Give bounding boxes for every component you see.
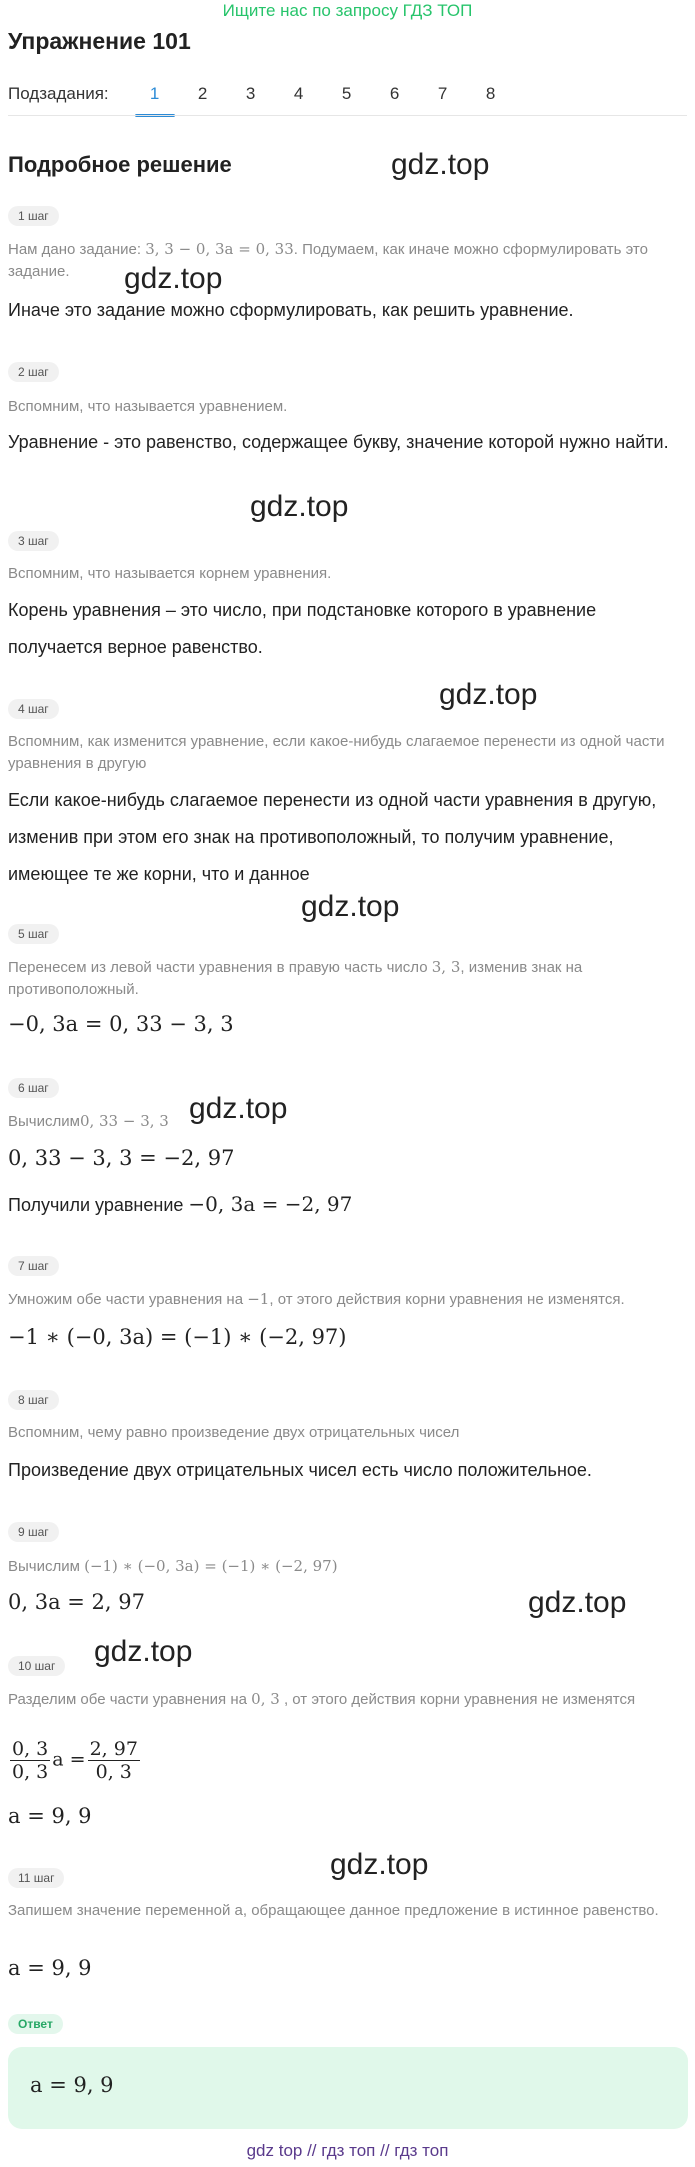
- step-hint: Разделим обе части уравнения на 0, 3 , от этого действия корни уравнения не изменятся: [8, 1690, 636, 1708]
- step-badge: 6 шаг: [8, 1078, 59, 1098]
- subtask-tab-6[interactable]: 6: [389, 84, 400, 103]
- fraction: $\frac{2, 97}{0, 3}$: [89, 1738, 138, 1783]
- answer-badge: Ответ: [8, 2014, 63, 2034]
- subtask-tab-8[interactable]: 8: [485, 84, 496, 103]
- fraction: $\frac{0, 3}{0, 3}$: [12, 1738, 49, 1783]
- step-text: Получили уравнение −0, 3a = −2, 97: [8, 1192, 353, 1216]
- step-text: Уравнение - это равенство, содержащее букву, значение которой нужно найти.: [8, 432, 669, 452]
- watermark: gdz.top: [330, 1848, 429, 1881]
- step-hint: Вспомним, как изменится уравнение, если какое-нибудь слагаемое перенести из одной части уравнения в другую: [8, 733, 665, 772]
- step-equation: 0, 3a = 2, 97: [8, 1590, 145, 1614]
- step-badge: 4 шаг: [8, 699, 59, 719]
- step-fraction-equation: $\frac{0, 3}{0, 3}$ a = $\frac{2, 97}{0, 3}$: [12, 1738, 138, 1783]
- step-hint: Запишем значение переменной а, обращающее данное предложение в истинное равенство.: [8, 1902, 659, 1919]
- subtask-label: Подзадания:: [8, 84, 109, 103]
- step-badge: 7 шаг: [8, 1256, 59, 1276]
- answer-box: [8, 2047, 688, 2129]
- step-equation: −1 ∗ (−0, 3a) = (−1) ∗ (−2, 97): [8, 1325, 347, 1349]
- section-title: Подробное решение: [8, 152, 232, 177]
- subtask-tab-1[interactable]: 1: [131, 84, 179, 104]
- step-hint: Вспомним, что называется уравнением.: [8, 398, 288, 415]
- step-badge: 5 шаг: [8, 924, 59, 944]
- step-text: Иначе это задание можно сформулировать, как решить уравнение.: [8, 300, 574, 320]
- step-hint: Умножим обе части уравнения на −1, от этого действия корни уравнения не изменятся.: [8, 1290, 625, 1308]
- step-text: Если какое-нибудь слагаемое перенести из одной части уравнения в другую, изменив при этом его знак на противоположный, то получим уравнение, имеющее те же корни, что и данное: [8, 790, 657, 884]
- answer-value: a = 9, 9: [30, 2073, 114, 2097]
- watermark: gdz.top: [439, 678, 538, 711]
- step-hint: Перенесем из левой части уравнения в правую часть число 3, 3, изменив знак на противоположный.: [8, 958, 583, 998]
- watermark: gdz.top: [124, 262, 223, 295]
- watermark: gdz.top: [94, 1635, 193, 1668]
- subtask-tab-4[interactable]: 4: [293, 84, 304, 103]
- step-hint: Вычислим (−1) ∗ (−0, 3a) = (−1) ∗ (−2, 97): [8, 1557, 338, 1575]
- step-badge: 2 шаг: [8, 362, 59, 382]
- step-badge: 8 шаг: [8, 1390, 59, 1410]
- subtask-nav: [8, 84, 515, 104]
- watermark: gdz.top: [528, 1586, 627, 1619]
- page-title: Упражнение 101: [8, 28, 191, 54]
- step-hint: Вспомним, чему равно произведение двух отрицательных чисел: [8, 1424, 460, 1441]
- step-badge: 3 шаг: [8, 531, 59, 551]
- step-equation: a = 9, 9: [8, 1956, 92, 1980]
- subtask-tab-7[interactable]: 7: [437, 84, 448, 103]
- step-badge: 11 шаг: [8, 1868, 64, 1888]
- step-hint: Нам дано задание: 3, 3 − 0, 3a = 0, 33. Подумаем, как иначе можно сформулировать это задание.: [8, 240, 648, 280]
- step-badge: 1 шаг: [8, 206, 59, 226]
- divider: [8, 115, 687, 116]
- watermark: gdz.top: [189, 1092, 288, 1125]
- step-badge: 9 шаг: [8, 1522, 59, 1542]
- step-equation: 0, 33 − 3, 3 = −2, 97: [8, 1146, 235, 1170]
- footer-links[interactable]: gdz top // гдз топ // гдз топ: [246, 2141, 449, 2160]
- step-equation: a = 9, 9: [8, 1804, 92, 1828]
- subtask-tab-3[interactable]: 3: [245, 84, 256, 103]
- step-hint: Вспомним, что называется корнем уравнения.: [8, 565, 332, 582]
- step-hint: Вычислим0, 33 − 3, 3: [8, 1112, 169, 1130]
- step-text: Произведение двух отрицательных чисел есть число положительное.: [8, 1460, 592, 1480]
- step-badge: 10 шаг: [8, 1656, 65, 1676]
- subtask-tab-2[interactable]: 2: [197, 84, 208, 103]
- search-banner: Ищите нас по запросу ГДЗ ТОП: [222, 1, 473, 20]
- watermark: gdz.top: [250, 490, 349, 523]
- step-text: Корень уравнения – это число, при подстановке которого в уравнение получается верное равенство.: [8, 600, 597, 657]
- step-equation: −0, 3a = 0, 33 − 3, 3: [8, 1012, 234, 1036]
- subtask-tab-5[interactable]: 5: [341, 84, 352, 103]
- watermark: gdz.top: [301, 890, 400, 923]
- watermark: gdz.top: [391, 148, 490, 181]
